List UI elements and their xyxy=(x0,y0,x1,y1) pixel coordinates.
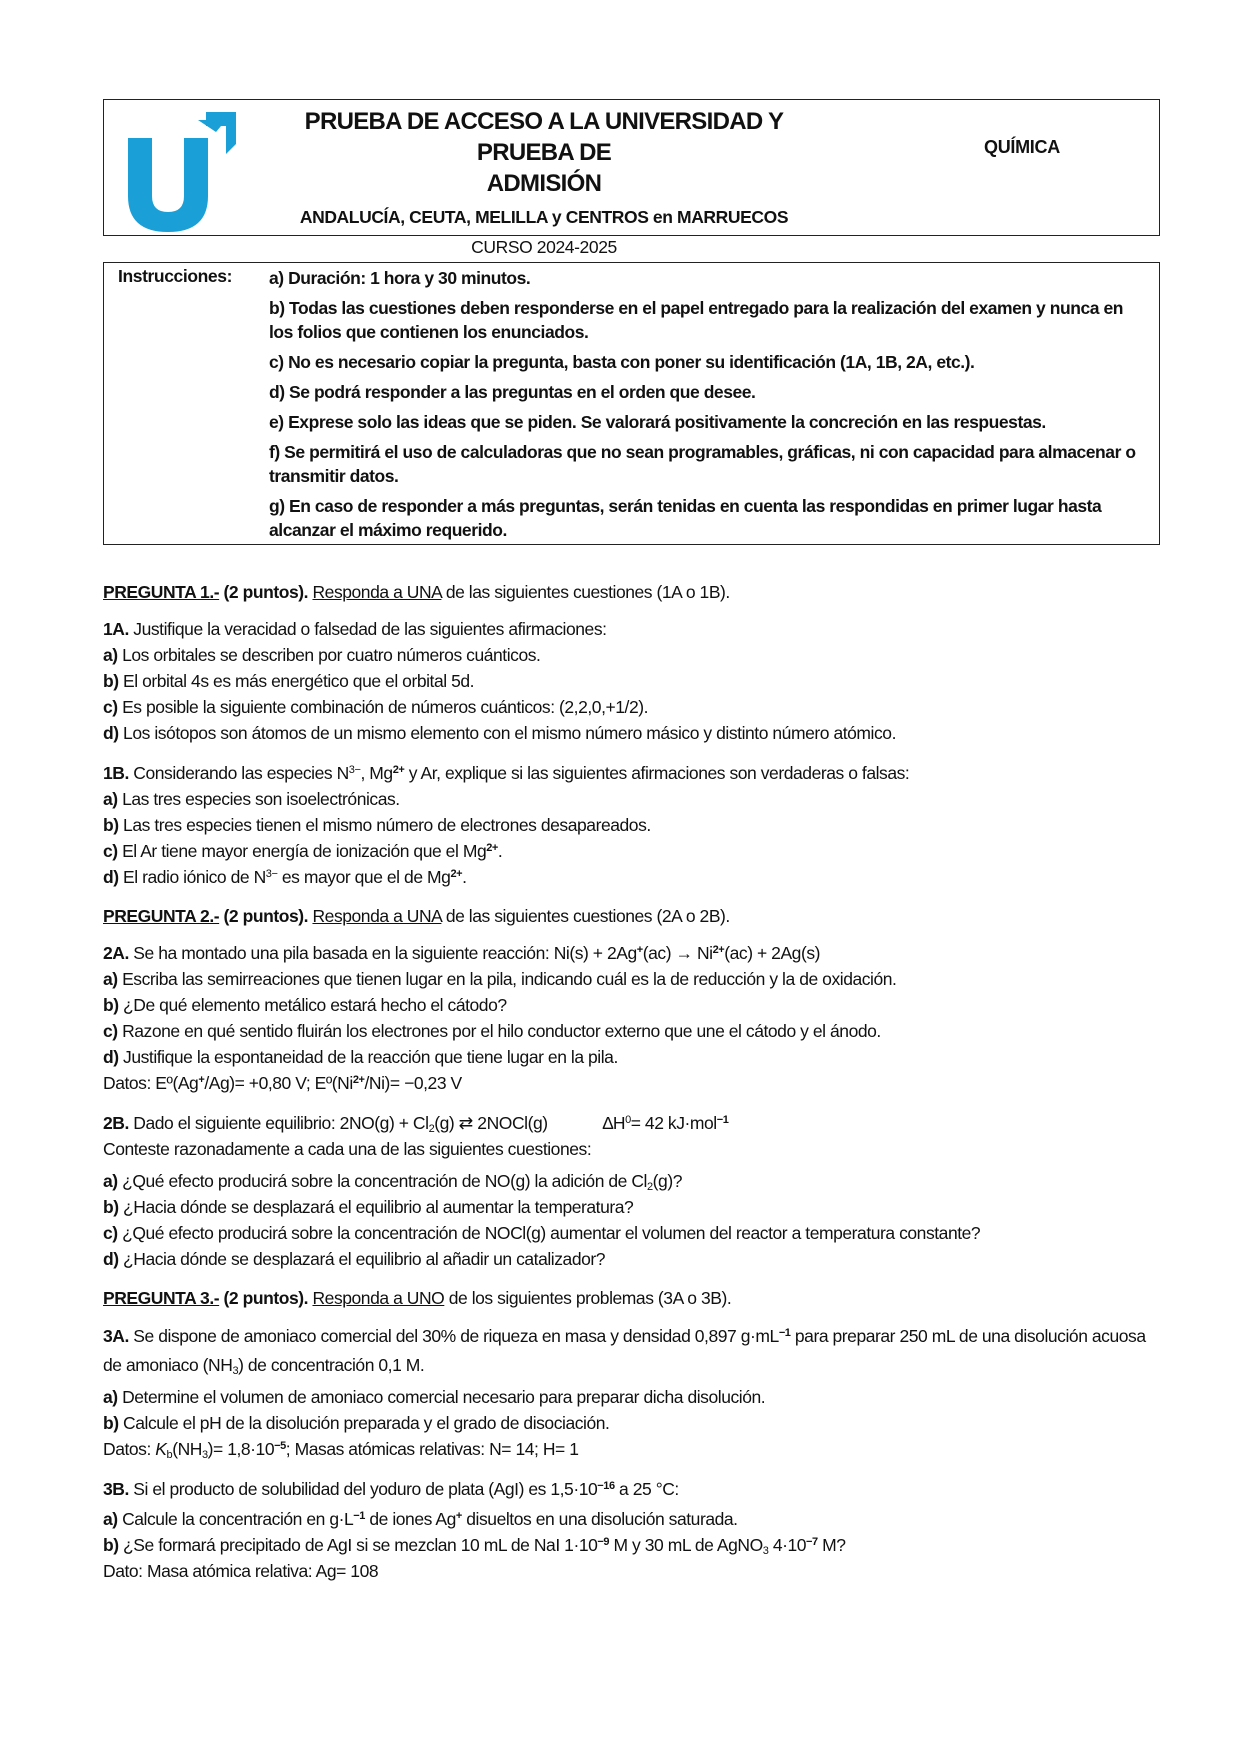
question-instruction: Responda a UNO xyxy=(312,1288,445,1308)
data-line: Dato: Masa atómica relativa: Ag= 108 xyxy=(103,1561,379,1581)
university-logo-icon xyxy=(118,104,236,232)
option-1b xyxy=(103,760,1163,890)
superscript: 0 xyxy=(625,1114,631,1126)
exam-course: CURSO 2024-2025 xyxy=(471,237,617,257)
option-intro-text: a 25 °C: xyxy=(614,1479,679,1499)
sub-item xyxy=(103,786,1163,812)
ion-charge: 2+ xyxy=(712,944,725,956)
question-instruction: Responda a UNA xyxy=(312,582,442,602)
ion-charge: 3− xyxy=(348,764,361,776)
option-intro-text: Si el producto de solubilidad del yoduro de plata (AgI) es 1,5·10 xyxy=(128,1479,598,1499)
subscript: b xyxy=(166,1449,173,1461)
superscript: −1 xyxy=(353,1510,365,1522)
superscript: −5 xyxy=(274,1440,286,1452)
item-letter: d) xyxy=(103,1047,119,1067)
option-1a xyxy=(103,616,1163,746)
subscript: 3 xyxy=(762,1545,769,1557)
item-letter: c) xyxy=(103,697,118,717)
item-text: ¿Qué efecto producirá sobre la concentración de NO(g) la adición de Cl xyxy=(117,1171,647,1191)
question-instruction-rest: de los siguientes problemas (3A o 3B). xyxy=(444,1288,732,1308)
item-letter: b) xyxy=(103,1197,119,1217)
superscript: −9 xyxy=(597,1536,610,1548)
question-instruction-rest: de las siguientes cuestiones (1A o 1B). xyxy=(441,582,730,602)
option-intro xyxy=(103,940,1163,966)
option-intro-text: (ac) + 2Ag(s) xyxy=(724,943,821,963)
item-text: ¿Se formará precipitado de AgI si se mezclan 10 mL de NaI 1·10 xyxy=(118,1535,598,1555)
item-letter: b) xyxy=(103,1535,119,1555)
item-text: Los orbitales se describen por cuatro números cuánticos. xyxy=(117,645,541,665)
option-intro-text: (g) ⇄ 2NOCl(g) xyxy=(434,1113,548,1133)
item-text: El orbital 4s es más energético que el orbital 5d. xyxy=(118,671,475,691)
question-points: (2 puntos). xyxy=(219,906,309,926)
data-text: ; Masas atómicas relativas: N= 14; H= 1 xyxy=(285,1439,579,1459)
sub-item xyxy=(103,720,1163,746)
instruction-item: f) Se permitirá el uso de calculadoras que no sean programables, gráficas, ni con capacidad para almacenar o transmitir datos. xyxy=(269,442,1136,486)
title-block xyxy=(254,106,834,258)
option-id: 1A. xyxy=(103,619,129,639)
option-2b xyxy=(103,1110,1163,1272)
data-text: )= 1,8·10 xyxy=(207,1439,275,1459)
item-text: El radio iónico de N xyxy=(118,867,266,887)
item-text: Es posible la siguiente combinación de números cuánticos: (2,2,0,+1/2). xyxy=(117,697,649,717)
sub-item xyxy=(103,1532,1163,1558)
instruction-item: e) Exprese solo las ideas que se piden. Se valorará positivamente la concreción en las respuestas. xyxy=(269,412,1046,432)
ion-charge: 2+ xyxy=(486,842,498,854)
item-letter: d) xyxy=(103,867,119,887)
exam-title-line2: ADMISIÓN xyxy=(486,170,602,197)
ion-charge: 2+ xyxy=(450,868,463,880)
item-text: Calcule la concentración en g·L xyxy=(117,1509,354,1529)
item-text: . xyxy=(497,841,503,861)
option-intro-text: ) de concentración 0,1 M. xyxy=(238,1355,425,1375)
sub-item xyxy=(103,1018,1163,1044)
item-letter: a) xyxy=(103,969,118,989)
subscript: 2 xyxy=(428,1123,435,1135)
option-intro-text: y Ar, explique si las siguientes afirmaciones son verdaderas o falsas: xyxy=(404,763,910,783)
option-id: 2B. xyxy=(103,1113,129,1133)
data-text: (NH xyxy=(172,1439,202,1459)
option-intro xyxy=(103,1322,1163,1380)
item-text: ¿De qué elemento metálico estará hecho el cátodo? xyxy=(118,995,507,1015)
sub-item xyxy=(103,992,1163,1018)
option-3a xyxy=(103,1322,1163,1462)
ion-charge: + xyxy=(636,944,643,956)
item-letter: a) xyxy=(103,789,118,809)
option-intro-text: Se dispone de amoniaco comercial del 30% de riqueza en masa y densidad 0,897 g·mL xyxy=(128,1326,779,1346)
sub-item xyxy=(103,966,1163,992)
sub-item xyxy=(103,1246,1163,1272)
item-text: El Ar tiene mayor energía de ionización que el Mg xyxy=(117,841,487,861)
item-text: Justifique la espontaneidad de la reacción que tiene lugar en la pila. xyxy=(118,1047,618,1067)
enthalpy-text: = 42 kJ·mol xyxy=(630,1113,717,1133)
item-text: Calcule el pH de la disolución preparada y el grado de disociación. xyxy=(118,1413,610,1433)
question-number: PREGUNTA 3.- xyxy=(103,1288,220,1308)
option-id: 3B. xyxy=(103,1479,129,1499)
instructions-list xyxy=(269,266,1149,548)
item-letter: a) xyxy=(103,1387,118,1407)
option-intro-text: , Mg xyxy=(360,763,393,783)
item-text: disueltos en una disolución saturada. xyxy=(461,1509,738,1529)
option-id: 1B. xyxy=(103,763,129,783)
ion-charge: + xyxy=(455,1510,462,1522)
sub-item xyxy=(103,1044,1163,1070)
item-letter: c) xyxy=(103,1223,118,1243)
subscript: 2 xyxy=(647,1181,653,1193)
subscript: 3 xyxy=(201,1449,208,1461)
option-id: 3A. xyxy=(103,1326,129,1346)
sub-item xyxy=(103,1168,1163,1194)
data-text: Datos: Eº(Ag xyxy=(103,1073,199,1093)
ion-charge: 3− xyxy=(265,868,278,880)
item-text: ¿Qué efecto producirá sobre la concentración de NOCl(g) aumentar el volumen del reactor a temperatura constante? xyxy=(117,1223,981,1243)
option-intro xyxy=(103,1476,1163,1502)
sub-item xyxy=(103,1410,1163,1436)
option-intro-text: (ac) → Ni xyxy=(642,943,713,963)
exam-subject: QUÍMICA xyxy=(984,137,1060,157)
option-2a xyxy=(103,940,1163,1096)
item-letter: b) xyxy=(103,671,119,691)
item-text: 4·10 xyxy=(768,1535,807,1555)
ion-charge: + xyxy=(198,1074,205,1086)
item-letter: c) xyxy=(103,1021,118,1041)
kb-symbol: K xyxy=(155,1439,167,1459)
option-intro-text: Dado el siguiente equilibrio: 2NO(g) + Cl xyxy=(128,1113,429,1133)
item-text: ¿Hacia dónde se desplazará el equilibrio al añadir un catalizador? xyxy=(118,1249,606,1269)
item-letter: a) xyxy=(103,1509,118,1529)
option-intro-text: Considerando las especies N xyxy=(128,763,349,783)
instruction-item: c) No es necesario copiar la pregunta, basta con poner su identificación (1A, 1B, 2A, etc.). xyxy=(269,352,975,372)
instruction-item: a) Duración: 1 hora y 30 minutos. xyxy=(269,268,531,288)
option-intro xyxy=(103,1110,1163,1136)
item-letter: b) xyxy=(103,1413,119,1433)
item-letter: a) xyxy=(103,645,118,665)
exam-region: ANDALUCÍA, CEUTA, MELILLA y CENTROS en MARRUECOS xyxy=(299,207,789,227)
data-line xyxy=(103,1436,1163,1462)
item-letter: a) xyxy=(103,1171,118,1191)
exam-content xyxy=(103,580,1163,1598)
question-instruction: Responda a UNA xyxy=(312,906,442,926)
option-intro xyxy=(103,616,1163,642)
question-points: (2 puntos). xyxy=(219,1288,309,1308)
data-line xyxy=(103,1070,1163,1096)
option-intro xyxy=(103,760,1163,786)
sub-item xyxy=(103,1506,1163,1532)
sub-item xyxy=(103,838,1163,864)
item-text: es mayor que el de Mg xyxy=(277,867,451,887)
item-text: de iones Ag xyxy=(364,1509,456,1529)
question-number: PREGUNTA 1.- xyxy=(103,582,220,602)
question-2-heading xyxy=(103,904,1163,928)
data-text: /Ag)= +0,80 V; Eº(Ni xyxy=(204,1073,353,1093)
sub-item xyxy=(103,642,1163,668)
option-id: 2A. xyxy=(103,943,129,963)
sub-item xyxy=(103,1384,1163,1410)
sub-item xyxy=(103,1194,1163,1220)
question-points: (2 puntos). xyxy=(219,582,309,602)
item-text: Las tres especies tienen el mismo número de electrones desapareados. xyxy=(118,815,651,835)
question-1-heading xyxy=(103,580,1163,604)
item-text: Razone en qué sentido fluirán los electrones por el hilo conductor externo que une el cátodo y el ánodo. xyxy=(117,1021,881,1041)
item-text: Escriba las semirreaciones que tienen lugar en la pila, indicando cuál es la de reducción y la de oxidación. xyxy=(117,969,897,989)
exam-header xyxy=(103,99,1160,257)
subscript: 3 xyxy=(232,1365,239,1377)
data-text: Datos: xyxy=(103,1439,156,1459)
instruction-item: g) En caso de responder a más preguntas, serán tenidas en cuenta las respondidas en primer lugar hasta alcanzar el máximo requerido. xyxy=(269,496,1102,540)
question-number: PREGUNTA 2.- xyxy=(103,906,220,926)
instructions-label: Instrucciones: xyxy=(118,266,233,286)
option-intro-text: Justifique la veracidad o falsedad de las siguientes afirmaciones: xyxy=(128,619,607,639)
item-text: M? xyxy=(817,1535,846,1555)
instructions-box xyxy=(103,262,1160,545)
option-prompt: Conteste razonadamente a cada una de las siguientes cuestiones: xyxy=(103,1139,592,1159)
sub-item xyxy=(103,1220,1163,1246)
item-letter: d) xyxy=(103,1249,119,1269)
item-text: . xyxy=(462,867,467,887)
instruction-item: d) Se podrá responder a las preguntas en el orden que desee. xyxy=(269,382,756,402)
sub-item xyxy=(103,864,1163,890)
option-3b xyxy=(103,1476,1163,1584)
option-intro-text: para preparar 250 mL de una disolución acuosa de amoniaco (NH xyxy=(103,1326,1146,1375)
item-text: (g)? xyxy=(652,1171,682,1191)
sub-item xyxy=(103,812,1163,838)
item-letter: d) xyxy=(103,723,119,743)
superscript: −1 xyxy=(716,1114,729,1126)
ion-charge: 2+ xyxy=(392,764,405,776)
superscript: −1 xyxy=(778,1327,791,1339)
item-text: M y 30 mL de AgNO xyxy=(609,1535,763,1555)
sub-item xyxy=(103,694,1163,720)
enthalpy-text: ∆H xyxy=(602,1113,626,1133)
item-letter: b) xyxy=(103,815,119,835)
question-3-heading xyxy=(103,1286,1163,1310)
data-text: /Ni)= −0,23 V xyxy=(364,1073,462,1093)
ion-charge: 2+ xyxy=(352,1074,365,1086)
item-text: Los isótopos son átomos de un mismo elemento con el mismo número másico y distinto número atómico. xyxy=(118,723,896,743)
superscript: −16 xyxy=(597,1480,615,1492)
exam-title-line1: PRUEBA DE ACCESO A LA UNIVERSIDAD Y PRUEBA DE xyxy=(304,108,784,166)
item-text: Determine el volumen de amoniaco comercial necesario para preparar dicha disolución. xyxy=(117,1387,766,1407)
item-text: ¿Hacia dónde se desplazará el equilibrio al aumentar la temperatura? xyxy=(118,1197,634,1217)
item-text: Las tres especies son isoelectrónicas. xyxy=(117,789,400,809)
superscript: −7 xyxy=(806,1536,818,1548)
option-intro-text: Se ha montado una pila basada en la siguiente reacción: Ni(s) + 2Ag xyxy=(128,943,637,963)
item-letter: b) xyxy=(103,995,119,1015)
sub-item xyxy=(103,668,1163,694)
instruction-item: b) Todas las cuestiones deben responderse en el papel entregado para la realización del examen y nunca en los folios que contienen los enunciados. xyxy=(269,298,1123,342)
item-letter: c) xyxy=(103,841,118,861)
question-instruction-rest: de las siguientes cuestiones (2A o 2B). xyxy=(441,906,730,926)
